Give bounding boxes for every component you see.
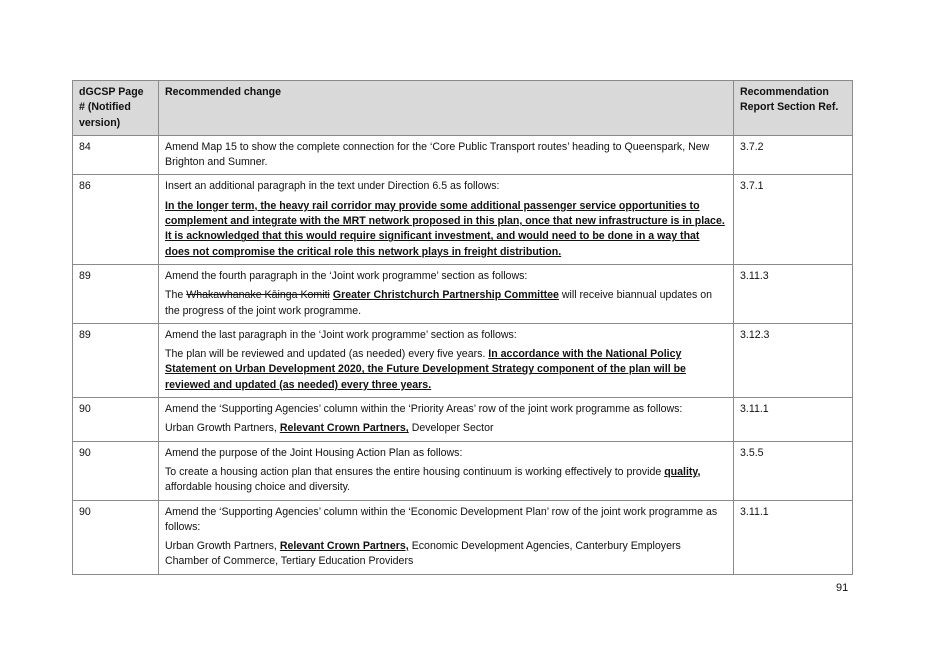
recommendations-table (72, 80, 853, 575)
header-ref: Recommendation Report Section Ref. (734, 81, 853, 136)
unchanged-text: Developer Sector (408, 422, 494, 435)
row-amended-text (165, 347, 727, 393)
row-ref: 3.7.2 (734, 135, 853, 175)
row-amended-text (165, 465, 727, 496)
deleted-text: Whakawhanake Kāinga Komiti (186, 289, 330, 302)
inserted-text: Relevant Crown Partners, (279, 540, 409, 553)
unchanged-text: The (165, 289, 187, 302)
table-row (73, 135, 853, 175)
unchanged-text: To create a housing action plan that ensures the entire housing continuum is working effectively to provide (165, 465, 665, 478)
row-intro: Amend the ‘Supporting Agencies’ column within the ‘Economic Development Plan’ row of the joint work programme as follows: (165, 505, 718, 533)
row-change (159, 441, 734, 500)
row-page: 90 (73, 398, 159, 442)
inserted-text: quality, (664, 465, 701, 478)
inserted-text: In the longer term, the heavy rail corridor may provide some additional passenger service opportunities to complement and integrate with the MRT network proposed in this plan, once that new infrastructure is in place. It is acknowledged that this would require significant investment, and would need to be done in a way that does not compromise the critical role this network plays in freight distribution. (165, 199, 725, 258)
row-intro: Amend the fourth paragraph in the ‘Joint work programme’ section as follows: (165, 269, 528, 282)
row-page: 90 (73, 500, 159, 574)
row-intro: Amend Map 15 to show the complete connection for the ‘Core Public Transport routes’ heading to Queenspark, New Brighton and Sumner. (165, 140, 710, 169)
row-ref: 3.5.5 (734, 441, 853, 500)
row-amended-text (165, 288, 727, 319)
row-page: 84 (73, 135, 159, 175)
row-intro: Amend the ‘Supporting Agencies’ column within the ‘Priority Areas’ row of the joint work programme as follows: (165, 403, 683, 416)
row-ref: 3.7.1 (734, 175, 853, 264)
row-amended-text (165, 539, 727, 570)
row-ref: 3.11.1 (734, 500, 853, 574)
unchanged-text: Urban Growth Partners, (165, 540, 280, 553)
row-page: 89 (73, 323, 159, 397)
table-row (73, 398, 853, 442)
unchanged-text: affordable housing choice and diversity. (165, 481, 351, 494)
unchanged-text: will receive biannual updates on the progress of the joint work programme. (165, 289, 713, 317)
row-change (159, 500, 734, 574)
row-change (159, 264, 734, 323)
row-amended-text (165, 421, 727, 436)
row-intro: Insert an additional paragraph in the text under Direction 6.5 as follows: (165, 180, 500, 193)
row-page: 89 (73, 264, 159, 323)
table-row (73, 441, 853, 500)
row-change (159, 398, 734, 442)
row-page: 90 (73, 441, 159, 500)
table-row (73, 500, 853, 574)
table-row (73, 323, 853, 397)
unchanged-text: Urban Growth Partners, (165, 422, 280, 435)
unchanged-text: The plan will be reviewed and updated (as needed) every five years. (165, 348, 489, 361)
row-page: 86 (73, 175, 159, 264)
row-ref: 3.12.3 (734, 323, 853, 397)
unchanged-text: Economic Development Agencies, Canterbury Employers Chamber of Commerce, Tertiary Education Providers (165, 540, 681, 568)
row-intro: Amend the last paragraph in the ‘Joint work programme’ section as follows: (165, 328, 517, 341)
header-page: dGCSP Page # (Notified version) (73, 81, 159, 136)
row-amended-text (165, 199, 727, 260)
table-row (73, 175, 853, 264)
row-change (159, 323, 734, 397)
inserted-text: In accordance with the National Policy Statement on Urban Development 2020, the Future Development Strategy component of the plan will be reviewed and updated (as needed) every three years. (165, 348, 686, 391)
inserted-text: Greater Christchurch Partnership Committee (332, 289, 559, 302)
table-header-row (73, 81, 853, 136)
row-change (159, 135, 734, 175)
page-number: 91 (836, 582, 849, 594)
header-change: Recommended change (159, 81, 734, 136)
table-row (73, 264, 853, 323)
row-intro: Amend the purpose of the Joint Housing Action Plan as follows: (165, 446, 463, 459)
row-change (159, 175, 734, 264)
inserted-text: Relevant Crown Partners, (279, 422, 409, 435)
row-ref: 3.11.3 (734, 264, 853, 323)
row-ref: 3.11.1 (734, 398, 853, 442)
